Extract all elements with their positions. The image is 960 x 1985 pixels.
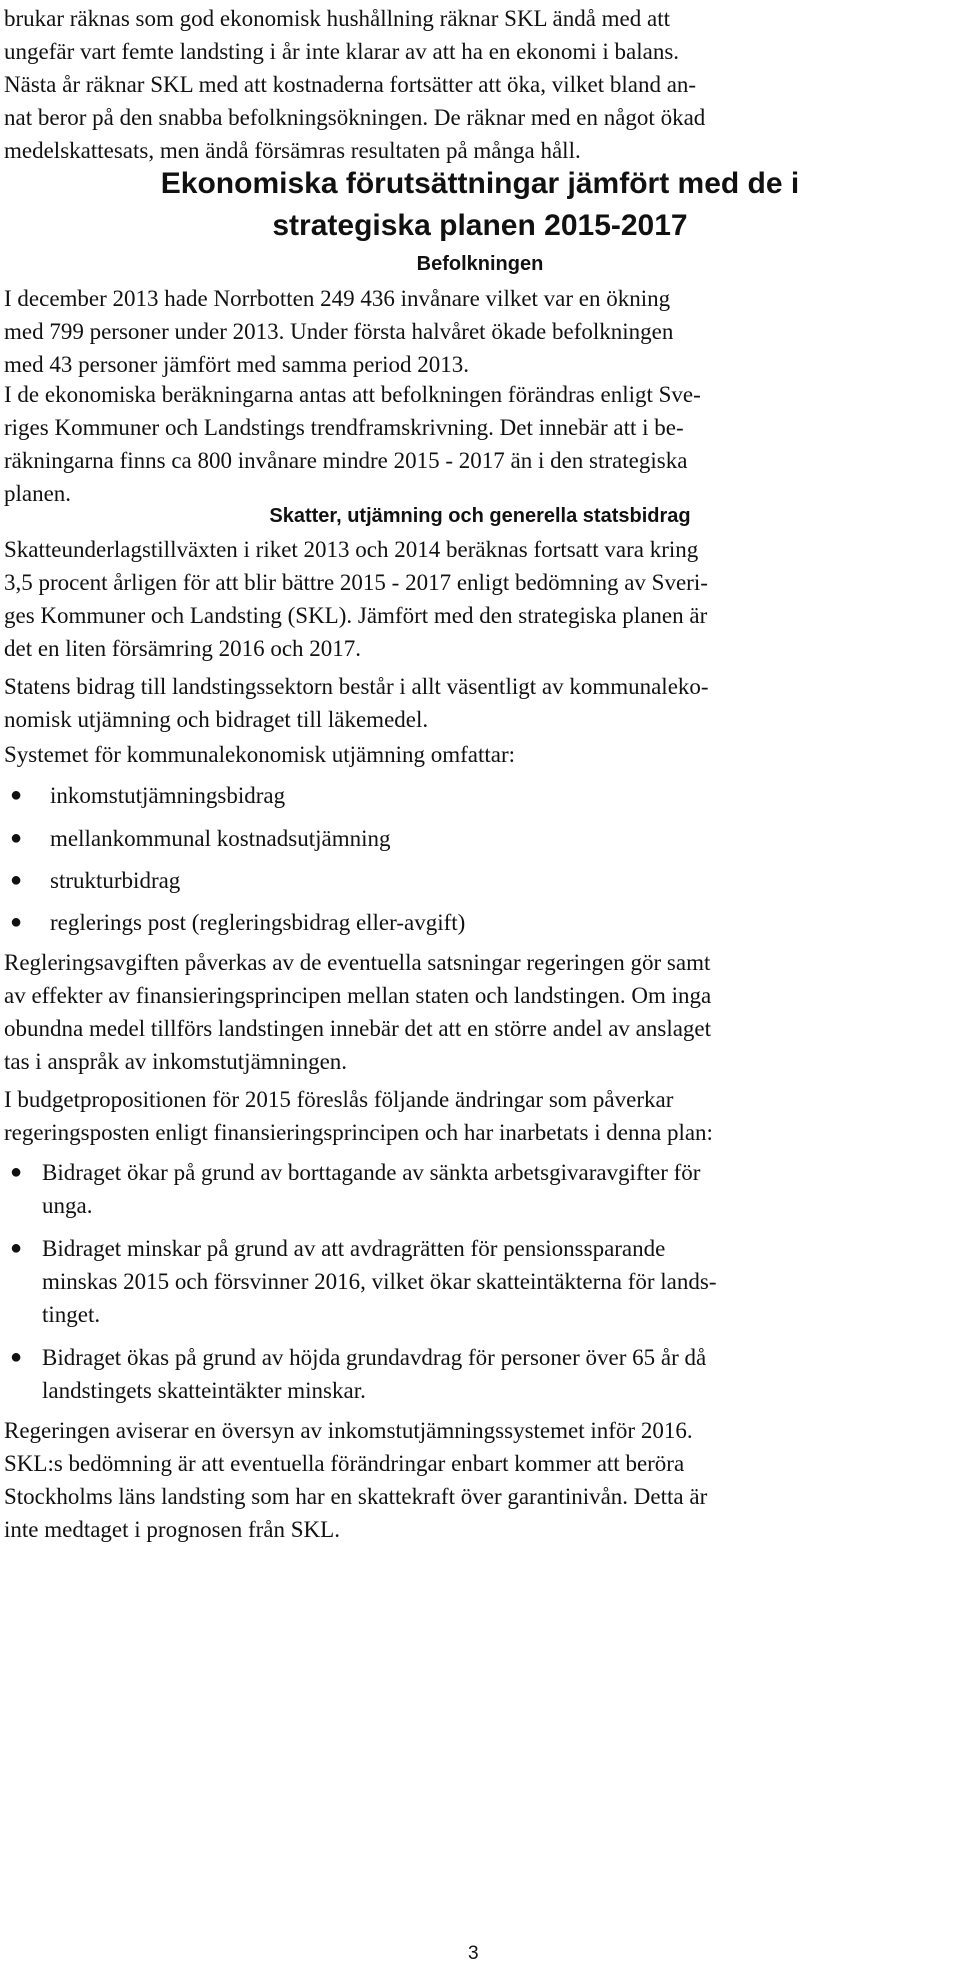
befolkningen-paragraph-2 (4, 378, 952, 510)
main-heading-line-1: Ekonomiska förutsättningar jämfört med de i (160, 167, 800, 200)
paragraph-line: riges Kommuner och Landstings trendframskrivning. Det innebär att i be- (4, 415, 684, 440)
list-item (4, 1156, 952, 1222)
paragraph-line: med 799 personer under 2013. Under första halvåret ökade befolkningen (4, 319, 674, 344)
paragraph-line: regeringsposten enligt finansieringsprincipen och har inarbetats i denna plan: (4, 1120, 713, 1145)
paragraph-line: ges Kommuner och Landsting (SKL). Jämfört med den strategiska planen är (4, 603, 708, 628)
paragraph-line: I december 2013 hade Norrbotten 249 436 invånare vilket var en ökning (4, 286, 671, 311)
paragraph-line: Regleringsavgiften påverkas av de eventuella satsningar regeringen gör samt (4, 950, 711, 975)
list-item-line: landstingets skatteintäkter minskar. (42, 1378, 366, 1403)
paragraph-line: planen. (4, 481, 72, 506)
list-item (4, 1341, 952, 1407)
paragraph-line: SKL:s bedömning är att eventuella förändringar enbart kommer att beröra (4, 1451, 685, 1476)
bullet-icon: ● (10, 911, 23, 933)
bullet-icon: ● (10, 869, 23, 891)
list-item-text (42, 1156, 700, 1222)
paragraph-line: räkningarna finns ca 800 invånare mindre 2015 - 2017 än i den strategiska (4, 448, 688, 473)
intro-paragraph (4, 2, 952, 167)
paragraph-line: med 43 personer jämfört med samma period 2013. (4, 352, 469, 377)
bullet-icon: ● (10, 1161, 23, 1183)
list-item-line: Bidraget minskar på grund av att avdragrätten för pensionssparande (42, 1236, 666, 1261)
main-heading-line-2: strategiska planen 2015-2017 (272, 209, 688, 242)
paragraph-line: I budgetpropositionen för 2015 föreslås följande ändringar som påverkar (4, 1087, 674, 1112)
bullet-icon: ● (10, 1346, 23, 1368)
list-item-text: strukturbidrag (50, 868, 181, 893)
list-item-line: minskas 2015 och försvinner 2016, vilket ökar skatteintäkterna för lands- (42, 1269, 717, 1294)
page-number: 3 (468, 1943, 479, 1964)
list-item-text: mellankommunal kostnadsutjämning (50, 826, 391, 851)
bullet-icon: ● (10, 1237, 23, 1259)
bullet-icon: ● (10, 784, 23, 806)
list-item-text: inkomstutjämningsbidrag (50, 783, 286, 808)
paragraph-line: det en liten försämring 2016 och 2017. (4, 636, 362, 661)
list-item-line: unga. (42, 1193, 93, 1218)
list-item (4, 822, 952, 855)
paragraph-line: obundna medel tillförs landstingen innebär det att en större andel av anslaget (4, 1016, 712, 1041)
paragraph-line: Systemet för kommunalekonomisk utjämning omfattar: (4, 742, 516, 767)
paragraph-line: I de ekonomiska beräkningarna antas att befolkningen förändras enligt Sve- (4, 382, 701, 407)
paragraph-line: nomisk utjämning och bidraget till läkemedel. (4, 707, 429, 732)
intro-line: medelskattesats, men ändå försämras resultaten på många håll. (4, 138, 581, 163)
list-item (4, 779, 952, 812)
section-heading-skatter: Skatter, utjämning och generella statsbidrag (269, 505, 691, 527)
list-item (4, 1232, 952, 1331)
skatter-paragraph-4 (4, 946, 952, 1078)
befolkningen-paragraph-1 (4, 282, 952, 381)
paragraph-line: av effekter av finansieringsprincipen mellan staten och landstingen. Om inga (4, 983, 712, 1008)
list-item-text (42, 1341, 706, 1407)
paragraph-line: Stockholms läns landsting som har en skattekraft över garantinivån. Detta är (4, 1484, 708, 1509)
paragraph-line: inte medtaget i prognosen från SKL. (4, 1517, 340, 1542)
paragraph-line: Regeringen aviserar en översyn av inkomstutjämningssystemet inför 2016. (4, 1418, 693, 1443)
paragraph-line: Skatteunderlagstillväxten i riket 2013 och 2014 beräknas fortsatt vara kring (4, 537, 699, 562)
skatter-paragraph-1 (4, 533, 952, 665)
list-item-line: Bidraget ökas på grund av höjda grundavdrag för personer över 65 år då (42, 1345, 707, 1370)
skatter-paragraph-3 (4, 738, 952, 771)
list-item-text (42, 1232, 717, 1331)
paragraph-line: 3,5 procent årligen för att blir bättre 2015 - 2017 enligt bedömning av Sveri- (4, 570, 708, 595)
skatter-paragraph-6 (4, 1414, 952, 1546)
paragraph-line: tas i anspråk av inkomstutjämningen. (4, 1049, 348, 1074)
list-item-line: tinget. (42, 1302, 101, 1327)
intro-line: ungefär vart femte landsting i år inte klarar av att ha en ekonomi i balans. (4, 39, 680, 64)
paragraph-line: Statens bidrag till landstingssektorn består i allt väsentligt av kommunaleko- (4, 674, 709, 699)
skatter-paragraph-2 (4, 670, 952, 736)
section-heading-befolkningen: Befolkningen (416, 253, 544, 275)
intro-line: Nästa år räknar SKL med att kostnaderna fortsätter att öka, vilket bland an- (4, 72, 697, 97)
intro-line: nat beror på den snabba befolkningsökningen. De räknar med en något ökad (4, 105, 706, 130)
list-item-text: reglerings post (regleringsbidrag eller-avgift) (50, 910, 466, 935)
list-item (4, 864, 952, 897)
skatter-paragraph-5 (4, 1083, 952, 1149)
list-item-line: Bidraget ökar på grund av borttagande av sänkta arbetsgivaravgifter för (42, 1160, 701, 1185)
bullet-icon: ● (10, 827, 23, 849)
list-item (4, 906, 952, 939)
intro-line: brukar räknas som god ekonomisk hushållning räknar SKL ändå med att (4, 6, 671, 31)
